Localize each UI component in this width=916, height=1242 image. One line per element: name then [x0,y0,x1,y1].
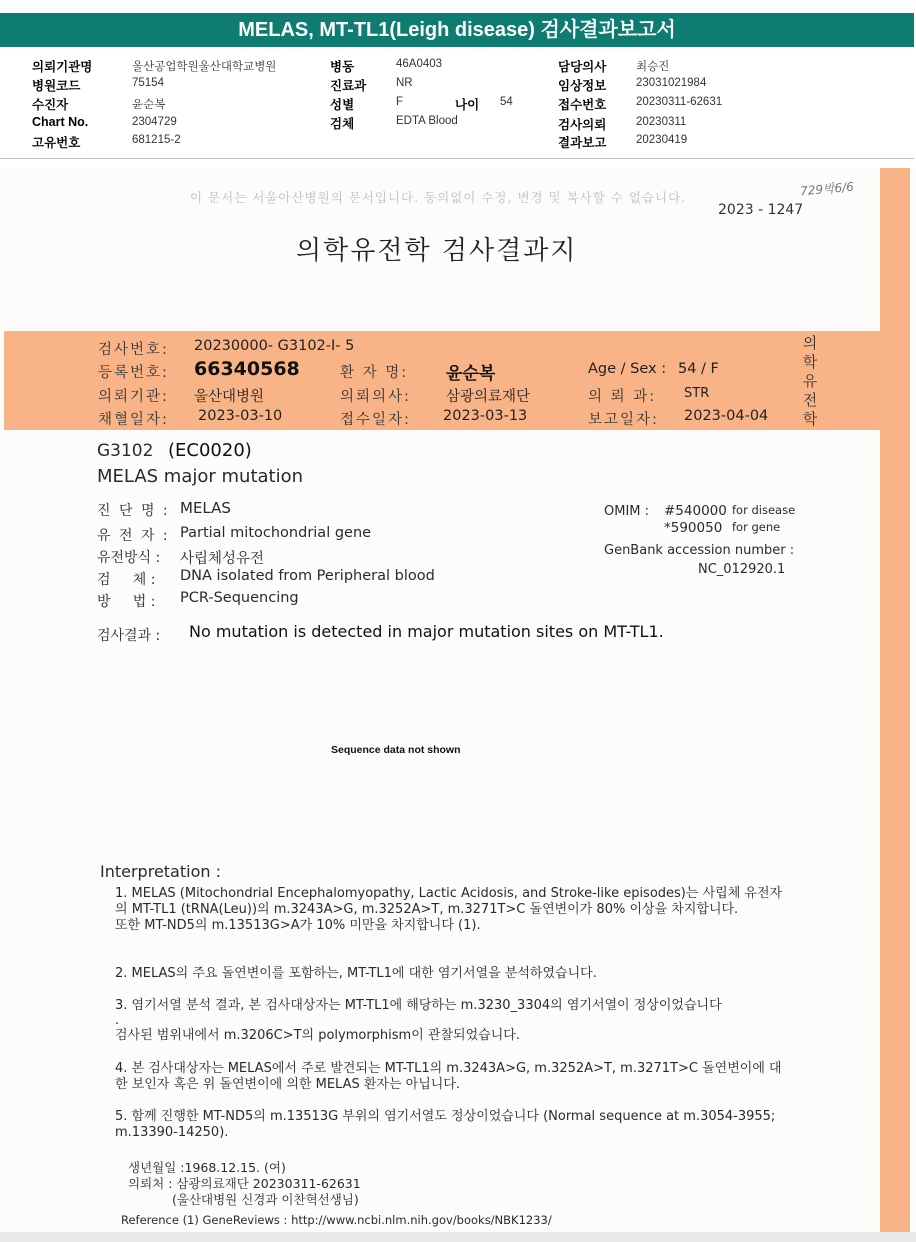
header-value: 20230419 [636,134,688,146]
header-value: 23031021984 [636,77,707,89]
header-value: F [396,96,404,108]
dept-label: 의 뢰 과: [588,389,657,405]
side-char: 전 [802,391,818,409]
field-value: DNA isolated from Peripheral blood [180,568,435,584]
genbank-label: GenBank accession number : [604,543,795,558]
header-value: EDTA Blood [396,115,458,127]
header-label: 담당의사 [558,60,607,74]
field-value: Partial mitochondrial gene [180,525,372,541]
report-date: 2023-04-04 [684,408,769,424]
footer-birthdate: 생년월일 :1968.12.15. (여) [128,1160,286,1175]
bottom-margin [0,1232,916,1242]
header-label: 검체 [330,117,355,131]
field-label: 유전방식 : [97,550,161,566]
side-char: 학 [802,410,818,428]
report-title-bar: MELAS, MT-TL1(Leigh disease) 검사결과보고서 [0,13,914,47]
exam-no-label: 검사번호: [98,342,169,358]
field-label: 검 체 : [97,572,156,588]
test-code: G3102 [97,441,154,461]
field-label: 진 단 명 : [97,503,170,519]
footer-requester: 의뢰처 : 삼광의료재단 20230311-62631 [128,1176,361,1191]
header-label: 의뢰기관명 [32,60,93,74]
header-label: 접수번호 [558,98,607,112]
exam-no: 20230000- G3102-I- 5 [194,338,355,354]
side-label [800,334,820,429]
test-name: MELAS major mutation [97,466,304,487]
omim-gene-note: for gene [732,520,781,534]
field-label: 유 전 자 : [97,528,170,544]
header-label: 나이 [455,98,480,112]
inst-label: 의뢰기관: [98,389,169,405]
header-value: NR [396,77,413,89]
header-label: 진료과 [330,79,367,93]
reg-no: 66340568 [194,358,300,380]
age-sex-label: Age / Sex : [588,361,667,377]
header-label: 결과보고 [558,136,607,150]
header-value: 20230311-62631 [636,96,723,108]
reg-no-label: 등록번호: [98,365,169,381]
copyright-watermark: 이 문서는 서울아산병원의 문서입니다. 동의없이 수정, 변경 및 복사할 수 없습니다. [190,190,687,205]
age-sex: 54 / F [678,361,719,377]
omim-disease-note: for disease [732,503,796,517]
interpretation-item: 1. MELAS (Mitochondrial Encephalomyopathy, Lactic Acidosis, and Stroke-like episodes)는 사립체 유전자의 MT-TL1 (tRNA(Leu))의 m.3243A>G, m.3252A>T, m.3271T>C 돌연변이가 80% 이상을 차지합니다. 또한 MT-ND5의 m.13513G>A가 10% 미만을 차지합니다 (1). [115,886,783,933]
header-value: 울산공업학원울산대학교병원 [132,61,277,73]
header-label: 검사의뢰 [558,118,607,132]
side-char: 의 [802,334,818,352]
header-label: 병동 [330,60,355,74]
field-value: PCR-Sequencing [180,590,299,606]
header-value: 681215-2 [132,134,181,146]
inst: 울산대병원 [194,389,265,405]
header-value: 20230311 [636,116,687,128]
header-value: 46A0403 [396,58,443,70]
patient-label: 환 자 명: [340,365,409,381]
side-char: 학 [802,353,818,371]
header-label: 임상정보 [558,79,607,93]
patient-name: 윤순복 [446,364,496,384]
sequence-note: Sequence data not shown [331,744,461,756]
footer-requester-detail: (울산대병원 신경과 이찬혁선생님) [172,1192,359,1207]
interpretation-item: 2. MELAS의 주요 돌연변이를 포함하는, MT-TL1에 대한 염기서열을 분석하였습니다. [115,966,597,981]
recv-date-label: 접수일자: [340,412,411,428]
field-value: 사립체성유전 [180,551,265,567]
field-label: 방 법 : [97,594,156,610]
recv-date: 2023-03-13 [443,408,528,424]
field-value: MELAS [180,499,231,517]
report-header [0,50,914,159]
draw-date-label: 채혈일자: [98,412,169,428]
header-value: 75154 [132,77,164,89]
header-value: 최승진 [636,61,670,73]
header-value: 54 [500,96,513,108]
document-number: 2023 - 1247 [718,202,804,218]
interpretation-item: 3. 염기서열 분석 결과, 본 검사대상자는 MT-TL1에 해당하는 m.3230_3304의 염기서열이 정상이었습니다 . 검사된 범위내에서 m.3206C>T의 polymorphism이 관찰되었습니다. [115,998,722,1043]
header-label: 성별 [330,98,355,112]
doctor-label: 의뢰의사: [340,389,411,405]
header-label: Chart No. [32,115,89,129]
header-label: 병원코드 [32,79,81,93]
omim-gene: *590050 [664,520,723,536]
handwritten-note: 729박6/6 [799,179,855,199]
interpretation-item: 4. 본 검사대상자는 MELAS에서 주로 발견되는 MT-TL1의 m.3243A>G, m.3252A>T, m.3271T>C 돌연변이에 대한 보인자 혹은 위 돌연변이에 의한 MELAS 환자는 아닙니다. [115,1061,782,1092]
test-code-secondary: (EC0020) [168,440,252,461]
header-label: 수진자 [32,98,69,112]
document-title: 의학유전학 검사결과지 [296,236,578,266]
doctor: 삼광의료재단 [446,389,531,405]
dept: STR [684,386,710,401]
header-label: 고유번호 [32,136,81,150]
side-char: 유 [802,372,818,390]
omim-label: OMIM : [604,504,650,519]
draw-date: 2023-03-10 [198,408,283,424]
reference: Reference (1) GeneReviews : http://www.ncbi.nlm.nih.gov/books/NBK1233/ [121,1213,552,1227]
header-value: 2304729 [132,116,177,128]
genbank-value: NC_012920.1 [698,562,786,577]
interpretation-item: 5. 함께 진행한 MT-ND5의 m.13513G 부위의 염기서열도 정상이었습니다 (Normal sequence at m.3054-3955; m.13390-14250). [115,1109,776,1140]
report-date-label: 보고일자: [588,412,659,428]
header-value: 윤순복 [132,99,166,111]
result-label: 검사결과 : [97,628,161,644]
interpretation-title: Interpretation : [100,862,221,881]
page-edge-stripe [880,168,910,1232]
omim-disease: #540000 [664,503,727,519]
result-value: No mutation is detected in major mutation sites on MT-TL1. [189,622,664,641]
